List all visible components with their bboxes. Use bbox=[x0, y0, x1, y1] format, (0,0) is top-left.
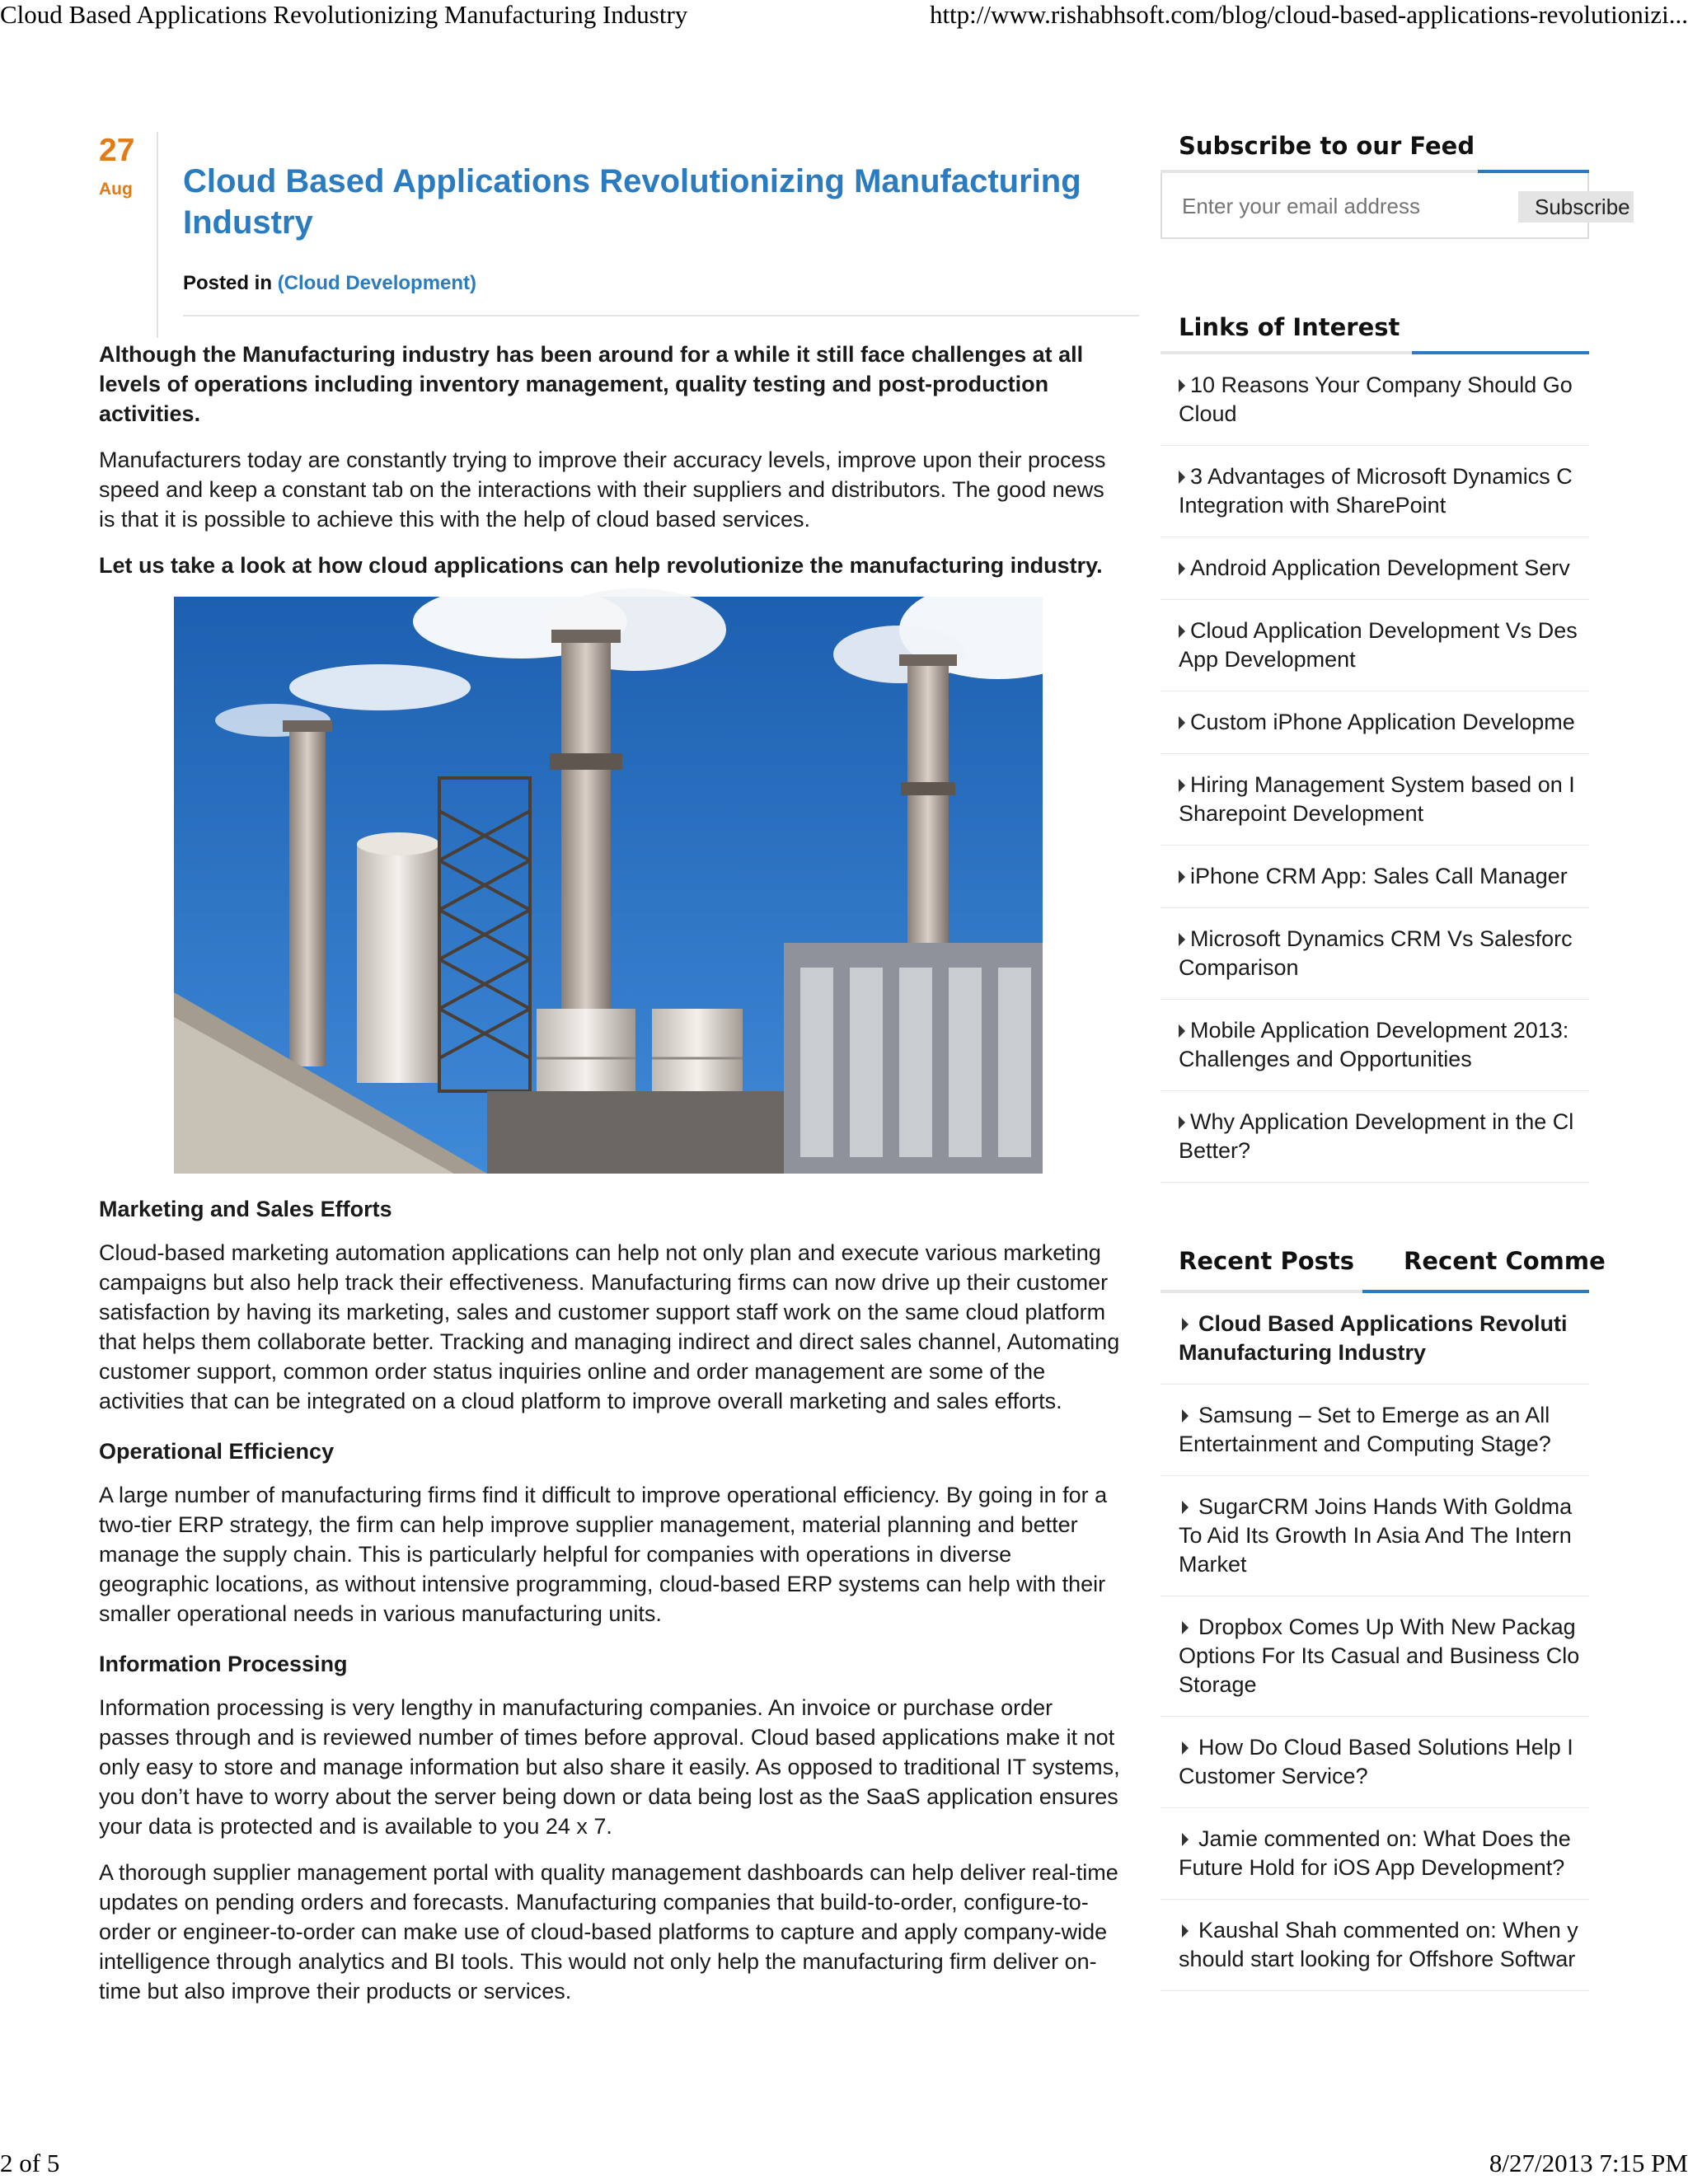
list-item-text bbox=[1179, 1016, 1589, 1045]
list-item-label: Cloud Based Applications Revoluti bbox=[1198, 1311, 1568, 1336]
list-item-label: Options For Its Casual and Business Clo bbox=[1179, 1643, 1580, 1668]
chevron-right-icon bbox=[1179, 471, 1185, 484]
chevron-right-icon bbox=[1182, 1409, 1189, 1422]
page-number: 2 of 5 bbox=[0, 2149, 60, 2177]
lead-bold: Let us take a look at how cloud applications can help revolutionize the manufacturing industry. bbox=[99, 553, 1103, 578]
section-heading: Operational Efficiency bbox=[99, 1439, 335, 1464]
section-heading: Information Processing bbox=[99, 1652, 348, 1676]
list-item-label: Integration with SharePoint bbox=[1179, 493, 1447, 518]
recent-widget bbox=[1160, 1240, 1606, 1991]
list-item-text bbox=[1179, 462, 1589, 491]
list-item[interactable] bbox=[1160, 908, 1589, 1000]
list-item-label: 3 Advantages of Microsoft Dynamics C bbox=[1190, 464, 1573, 489]
list-item-label: Custom iPhone Application Developme bbox=[1190, 710, 1575, 734]
list-item[interactable] bbox=[1160, 1717, 1589, 1808]
list-item[interactable] bbox=[1160, 1808, 1589, 1900]
list-item-label: Hiring Management System based on I bbox=[1190, 772, 1575, 797]
list-item-label: Jamie commented on: What Does the bbox=[1198, 1826, 1571, 1851]
tab-recent-posts[interactable]: Recent Posts bbox=[1179, 1247, 1355, 1275]
list-item[interactable] bbox=[1160, 446, 1589, 537]
subscribe-title: Subscribe to our Feed bbox=[1179, 132, 1475, 160]
print-header-url: http://www.rishabhsoft.com/blog/cloud-based-applications-revolutionizi... bbox=[929, 0, 1688, 29]
list-item-text bbox=[1179, 1521, 1589, 1550]
chevron-right-icon bbox=[1179, 562, 1185, 575]
list-item-label: Market bbox=[1179, 1552, 1247, 1577]
list-item[interactable] bbox=[1160, 1900, 1589, 1991]
links-underline bbox=[1160, 351, 1589, 354]
list-item-text bbox=[1179, 1338, 1589, 1367]
print-footer bbox=[0, 2149, 1688, 2183]
list-item[interactable] bbox=[1160, 691, 1589, 754]
post-date bbox=[99, 132, 158, 338]
section-heading: Marketing and Sales Efforts bbox=[99, 1197, 392, 1221]
print-header bbox=[0, 0, 1688, 35]
email-input[interactable] bbox=[1169, 190, 1498, 223]
list-item[interactable] bbox=[1160, 1293, 1589, 1385]
chevron-right-icon bbox=[1179, 779, 1185, 792]
list-item-text bbox=[1179, 925, 1589, 954]
list-item-label: Cloud bbox=[1179, 401, 1237, 426]
list-item-text bbox=[1179, 1137, 1589, 1165]
list-item[interactable] bbox=[1160, 1000, 1589, 1091]
chevron-right-icon bbox=[1179, 1116, 1185, 1129]
list-item[interactable] bbox=[1160, 754, 1589, 846]
chevron-right-icon bbox=[1182, 1741, 1189, 1755]
subscribe-widget bbox=[1160, 124, 1630, 239]
factory-image bbox=[174, 597, 1043, 1174]
post-title[interactable]: Cloud Based Applications Revolutionizing Manufacturing Industry bbox=[183, 163, 1081, 241]
title-divider bbox=[183, 315, 1139, 316]
list-item-text bbox=[1179, 1108, 1589, 1137]
list-item[interactable] bbox=[1160, 846, 1589, 908]
list-item-label: To Aid Its Growth In Asia And The Intern bbox=[1179, 1523, 1572, 1548]
list-item-text bbox=[1179, 1671, 1589, 1699]
list-item-label: Android Application Development Serv bbox=[1190, 555, 1570, 580]
list-item-text bbox=[1179, 1854, 1589, 1882]
list-item-text bbox=[1179, 400, 1589, 429]
chevron-right-icon bbox=[1182, 1924, 1189, 1938]
underline-accent bbox=[1362, 1290, 1589, 1293]
post-body bbox=[99, 340, 1121, 2022]
list-item-text bbox=[1179, 645, 1589, 674]
list-item-label: Customer Service? bbox=[1179, 1764, 1368, 1788]
list-item-text bbox=[1179, 1916, 1589, 1945]
list-item-text bbox=[1179, 1401, 1589, 1430]
list-item-label: Sharepoint Development bbox=[1179, 801, 1424, 826]
recent-list bbox=[1160, 1293, 1589, 1991]
list-item-text bbox=[1179, 1945, 1589, 1974]
list-item-text bbox=[1179, 771, 1589, 799]
sidebar bbox=[1160, 124, 1630, 1991]
chevron-right-icon bbox=[1179, 379, 1185, 392]
list-item-text bbox=[1179, 1642, 1589, 1671]
list-item-label: Better? bbox=[1179, 1138, 1251, 1163]
post-date-month: Aug bbox=[99, 180, 133, 199]
tab-recent-comments[interactable]: Recent Comme bbox=[1404, 1247, 1606, 1275]
list-item-label: Why Application Development in the Cl bbox=[1190, 1109, 1574, 1134]
list-item-text bbox=[1179, 954, 1589, 982]
list-item-label: should start looking for Offshore Softwar bbox=[1179, 1947, 1576, 1971]
list-item[interactable] bbox=[1160, 537, 1589, 600]
posted-in bbox=[183, 272, 476, 295]
list-item-text bbox=[1179, 1310, 1589, 1338]
section-paragraph: Cloud-based marketing automation applications can help not only plan and execute various marketing campaigns but also help track their effectiveness. Manufacturing firms can now drive up their customer satisfaction by having its marketing, sales and customer support staff work on the same cloud platform that helps them collaborate better. Tracking and managing indirect and direct sales channel, Automating customer support, common order status inquiries online and order management are some of the activities that can be integrated on a cloud platform to improve overall marketing and sales efforts. bbox=[99, 1240, 1120, 1413]
list-item-label: Dropbox Comes Up With New Packag bbox=[1198, 1615, 1576, 1639]
list-item-label: iPhone CRM App: Sales Call Manager bbox=[1190, 864, 1568, 888]
list-item-text bbox=[1179, 1733, 1589, 1762]
category-link[interactable]: (Cloud Development) bbox=[277, 272, 477, 294]
chevron-right-icon bbox=[1182, 1501, 1189, 1514]
list-item-label: Cloud Application Development Vs Des bbox=[1190, 618, 1578, 643]
subscribe-button[interactable]: Subscribe bbox=[1518, 191, 1634, 223]
chevron-right-icon bbox=[1179, 1024, 1185, 1038]
list-item[interactable] bbox=[1160, 1476, 1589, 1596]
list-item-label: Manufacturing Industry bbox=[1179, 1340, 1427, 1365]
list-item[interactable] bbox=[1160, 1091, 1589, 1183]
list-item-text bbox=[1179, 799, 1589, 828]
chevron-right-icon bbox=[1182, 1833, 1189, 1846]
list-item-text bbox=[1179, 1430, 1589, 1459]
list-item-text bbox=[1179, 1493, 1589, 1521]
list-item-text bbox=[1179, 1550, 1589, 1579]
list-item[interactable] bbox=[1160, 1385, 1589, 1476]
list-item-text bbox=[1179, 1825, 1589, 1854]
list-item-label: Mobile Application Development 2013: bbox=[1190, 1018, 1569, 1043]
underline-accent bbox=[1412, 351, 1589, 354]
list-item-label: Future Hold for iOS App Development? bbox=[1179, 1855, 1565, 1880]
list-item-text bbox=[1179, 1613, 1589, 1642]
list-item-text bbox=[1179, 708, 1589, 737]
intro-paragraph: Manufacturers today are constantly trying to improve their accuracy levels, improve upon their process speed and keep a constant tab on the interactions with their suppliers and distributors. The good news is that it is possible to achieve this with the help of cloud based services. bbox=[99, 448, 1106, 532]
list-item[interactable] bbox=[1160, 600, 1589, 691]
recent-underline bbox=[1160, 1290, 1589, 1293]
list-item[interactable] bbox=[1160, 354, 1589, 446]
links-list bbox=[1160, 354, 1589, 1183]
post-date-day: 27 bbox=[99, 133, 135, 168]
chevron-right-icon bbox=[1179, 625, 1185, 638]
list-item-label: Samsung – Set to Emerge as an All bbox=[1198, 1403, 1550, 1427]
list-item-label: Challenges and Opportunities bbox=[1179, 1047, 1472, 1071]
factory-smokestacks-icon bbox=[174, 597, 1043, 1174]
list-item-label: 10 Reasons Your Company Should Go bbox=[1190, 373, 1573, 397]
list-item-label: How Do Cloud Based Solutions Help I bbox=[1198, 1735, 1573, 1760]
recent-tabs bbox=[1160, 1240, 1606, 1290]
chevron-right-icon bbox=[1179, 870, 1185, 883]
intro-bold: Although the Manufacturing industry has been around for a while it still face challenges at all levels of operations including inventory management, quality testing and post-production activities. bbox=[99, 342, 1084, 426]
list-item-text bbox=[1179, 616, 1589, 645]
posted-in-label: Posted in bbox=[183, 272, 273, 294]
list-item-text bbox=[1179, 554, 1589, 583]
chevron-right-icon bbox=[1179, 716, 1185, 729]
list-item-text bbox=[1179, 491, 1589, 520]
list-item-label: SugarCRM Joins Hands With Goldma bbox=[1198, 1494, 1573, 1519]
chevron-right-icon bbox=[1179, 933, 1185, 946]
section-paragraph: Information processing is very lengthy in manufacturing companies. An invoice or purchase order passes through and is reviewed number of times before approval. Cloud based applications make it not only easy to store and manage information but also share it easily. As opposed to traditional IT systems, you don’t have to worry about the server being down or data being lost as the SaaS application ensures your data is protected and is available to you 24 x 7. bbox=[99, 1695, 1120, 1839]
list-item-text bbox=[1179, 862, 1589, 891]
list-item-label: Microsoft Dynamics CRM Vs Salesforc bbox=[1190, 926, 1573, 951]
list-item-text bbox=[1179, 1762, 1589, 1791]
list-item-label: Storage bbox=[1179, 1672, 1257, 1697]
links-title: Links of Interest bbox=[1179, 313, 1400, 341]
section-paragraph: A large number of manufacturing firms find it difficult to improve operational efficiency. By going in for a two-tier ERP strategy, the firm can help improve supplier management, material planning and better manage the supply chain. This is particularly helpful for companies with operations in diverse geographic locations, as without intensive programming, cloud-based ERP systems can help with their smaller operational needs in various manufacturing units. bbox=[99, 1483, 1108, 1626]
chevron-right-icon bbox=[1182, 1621, 1189, 1634]
list-item-label: Entertainment and Computing Stage? bbox=[1179, 1432, 1551, 1456]
links-widget bbox=[1160, 305, 1589, 1183]
section-paragraph: A thorough supplier management portal with quality management dashboards can help deliver real-time updates on pending orders and forecasts. Manufacturing companies that build-to-order, configure-to-order or engineer-to-order can make use of cloud-based platforms to capture and apply company-wide intelligence through analytics and BI tools. This would not only help the manufacturing firm deliver on-time but also improve their products or services. bbox=[99, 1860, 1118, 2004]
list-item-label: Kaushal Shah commented on: When y bbox=[1198, 1918, 1578, 1943]
print-header-title: Cloud Based Applications Revolutionizing Manufacturing Industry bbox=[0, 0, 688, 29]
list-item-label: Comparison bbox=[1179, 955, 1299, 980]
list-item-label: App Development bbox=[1179, 647, 1356, 672]
list-item-text bbox=[1179, 371, 1589, 400]
chevron-right-icon bbox=[1182, 1318, 1189, 1331]
list-item[interactable] bbox=[1160, 1596, 1589, 1717]
subscribe-form bbox=[1160, 173, 1630, 239]
print-timestamp: 8/27/2013 7:15 PM bbox=[1489, 2149, 1688, 2177]
list-item-text bbox=[1179, 1045, 1589, 1074]
